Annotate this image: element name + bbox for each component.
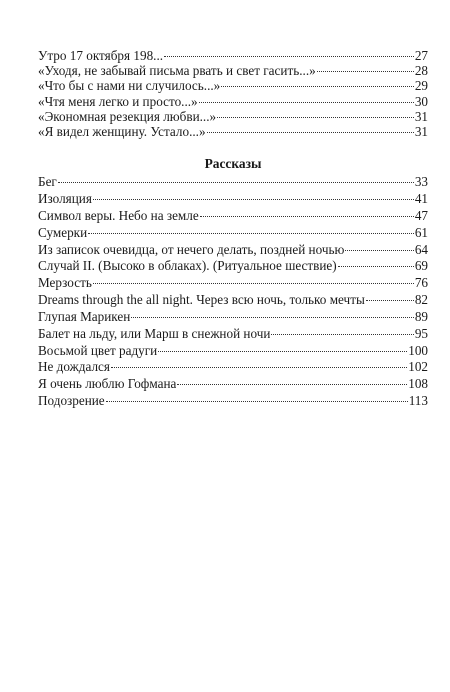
toc-entry-title: «Уходя, не забывай письма рвать и свет гасить...» [38,63,316,79]
toc-entry [38,275,428,292]
toc-entry [38,309,428,326]
toc-entry-page-number: 28 [414,63,428,79]
toc-entry [38,258,428,275]
toc-entry [38,109,428,124]
toc-entry-title: Балет на льду, или Марш в снежной ночи [38,325,271,341]
toc-entry [38,63,428,78]
toc-list-poems [38,48,428,139]
toc-entry-title: «Чтя меня легко и просто...» [38,93,198,109]
toc-dot-leader [58,182,414,183]
toc-entry-page-number: 30 [414,93,428,109]
toc-entry-page-number: 31 [414,108,428,124]
toc-dot-leader [221,86,414,87]
toc-entry [38,48,428,63]
toc-dot-leader [271,334,413,335]
toc-entry-title: Из записок очевидца, от нечего делать, поздней ночью [38,241,345,257]
toc-entry [38,124,428,139]
toc-entry [38,225,428,242]
toc-entry-title: Сумерки [38,224,88,240]
toc-entry-title: Dreams through the all night. Через всю ночь, только мечты [38,292,365,308]
toc-entry [38,393,428,410]
toc-entry-title: Символ веры. Небо на земле [38,207,199,223]
toc-entry-page-number: 76 [414,275,428,291]
toc-entry-title: Утро 17 октября 198... [38,48,164,63]
toc-entry-page-number: 61 [414,224,428,240]
toc-dot-leader [88,233,414,234]
toc-entry [38,191,428,208]
toc-entry-page-number: 47 [414,207,428,223]
toc-entry-title: Подозрение [38,393,105,409]
toc-entry-page-number: 31 [414,123,428,139]
toc-entry-title: Глупая Марикен [38,308,131,324]
toc-entry-page-number: 100 [408,342,428,358]
toc-entry-page-number: 69 [414,258,428,274]
section-heading: Рассказы [204,156,262,172]
toc-dot-leader [345,250,413,251]
toc-entry-page-number: 102 [408,359,428,375]
toc-entry [38,343,428,360]
toc-entry-title: Случай II. (Высоко в облаках). (Ритуальное шествие) [38,258,337,274]
toc-entry-title: «Что бы с нами ни случилось...» [38,78,221,94]
toc-entry-page-number: 41 [414,190,428,206]
toc-entry [38,376,428,393]
toc-entry-title: Восьмой цвет радуги [38,342,158,358]
toc-entry-page-number: 108 [408,376,428,392]
toc-dot-leader [200,216,414,217]
toc-dot-leader [111,367,407,368]
toc-entry-title: «Экономная резекция любви...» [38,108,217,124]
toc-dot-leader [199,102,414,103]
toc-dot-leader [338,266,414,267]
toc-dot-leader [317,71,414,72]
toc-entry-title: Я очень люблю Гофмана [38,376,177,392]
toc-dot-leader [217,117,414,118]
toc-entry [38,359,428,376]
toc-dot-leader [131,317,414,318]
toc-entry [38,78,428,93]
toc-entry [38,242,428,259]
toc-entry-title: Не дождался [38,359,110,375]
toc-entry [38,94,428,109]
toc-entry-page-number: 89 [414,308,428,324]
toc-entry-title: Мерзость [38,275,92,291]
toc-list-stories [38,174,428,410]
toc-dot-leader [177,384,407,385]
toc-entry-page-number: 33 [414,174,428,190]
toc-entry [38,326,428,343]
table-of-contents [38,48,428,410]
toc-entry [38,208,428,225]
toc-dot-leader [93,199,414,200]
toc-entry-page-number: 27 [414,48,428,63]
toc-entry [38,174,428,191]
toc-entry-title: Бег [38,174,57,190]
toc-dot-leader [93,283,414,284]
toc-dot-leader [366,300,414,301]
toc-dot-leader [164,56,414,57]
toc-entry-title: Изоляция [38,190,92,206]
toc-entry-page-number: 95 [414,325,428,341]
toc-entry-title: «Я видел женщину. Устало...» [38,123,206,139]
toc-entry-page-number: 29 [414,78,428,94]
toc-entry [38,292,428,309]
toc-entry-page-number: 82 [414,292,428,308]
toc-entry-page-number: 113 [408,393,428,409]
toc-dot-leader [207,132,414,133]
toc-dot-leader [158,351,407,352]
toc-entry-page-number: 64 [414,241,428,257]
toc-dot-leader [106,401,408,402]
